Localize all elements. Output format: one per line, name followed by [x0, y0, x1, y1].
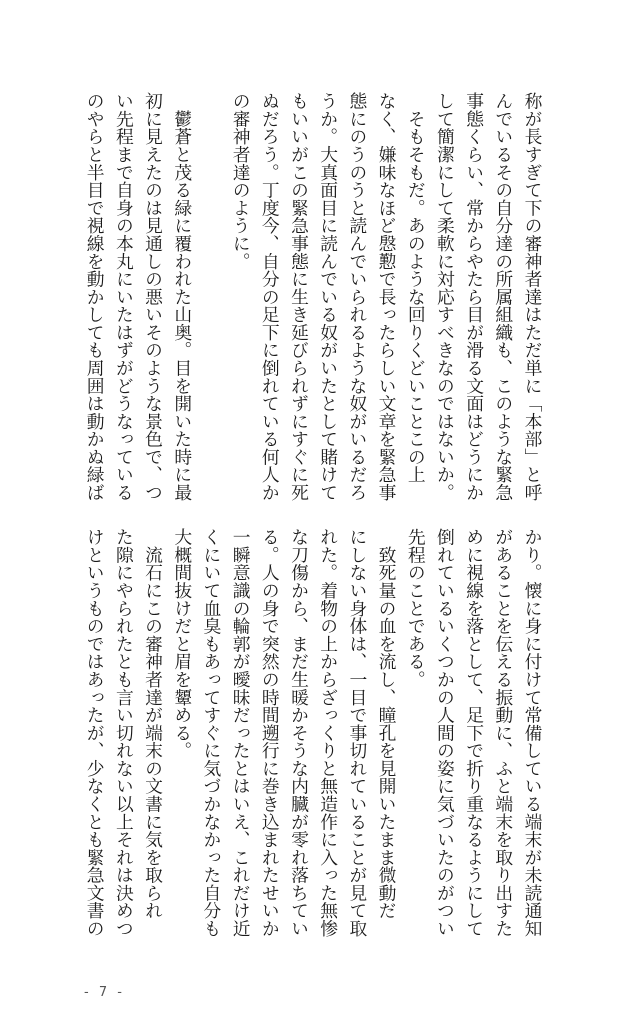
- text-line: にしない身体は、一目で事切れていることが見て取: [346, 528, 368, 938]
- text-line: けというものではあったが、少なくとも緊急文書の: [84, 528, 106, 938]
- text-line: かり。懐に身に付けて常備している端末が未読通知: [522, 528, 543, 938]
- text-line: た隙にやられたとも言い切れない以上それは決めつ: [113, 528, 135, 938]
- text-line: めに視線を落として、足下で折り重なるようにして: [463, 528, 485, 938]
- text-block-lower: [80, 528, 547, 938]
- text-line: い先程まで自身の本丸にいたはずがどうなっている: [113, 92, 135, 502]
- text-line: くにいて血臭もあってすぐに気づかなかった自分も: [200, 528, 222, 938]
- text-line: 称が長すぎて下の審神者達はただ単に「本部」と呼: [522, 92, 543, 502]
- text-line: なく、嫌味なほど慇懃で長ったらしい文章を緊急事: [376, 92, 398, 502]
- text-line: な刀傷から、まだ生暖かそうな内臓が零れ落ちてい: [288, 528, 310, 938]
- text-line: ぬだろう。丁度今、自分の足下に倒れている何人か: [259, 92, 281, 502]
- text-line: [197, 92, 226, 492]
- text-line: 鬱蒼と茂る緑に覆われた山奥。目を開いた時に最: [171, 92, 193, 502]
- text-line: る。人の身で突然の時間遡行に巻き込まれたせいか: [259, 528, 281, 938]
- text-line: 事態くらい、常からやたら目が滑る文面はどうにか: [463, 92, 485, 502]
- text-line: して簡潔にして柔軟に対応すべきなのではないか。: [434, 92, 456, 502]
- text-line: 態にのうのうと読んでいられるような奴がいるだろ: [346, 92, 368, 502]
- text-line: 一瞬意識の輪郭が曖昧だったとはいえ、これだけ近: [230, 528, 252, 938]
- text-line: 初に見えたのは見通しの悪いそのような景色で、つ: [142, 92, 164, 502]
- text-line: の審神者達のように。: [230, 92, 252, 270]
- text-line: 先程のことである。: [405, 528, 427, 689]
- text-line: れた。着物の上からざっくりと無造作に入った無惨: [317, 528, 339, 938]
- text-line: があることを伝える振動に、ふと端末を取り出すた: [492, 528, 514, 938]
- text-line: 大概間抜けだと眉を顰める。: [171, 528, 193, 760]
- page-number: - 7 -: [84, 985, 125, 1000]
- text-line: 倒れているいくつかの人間の姿に気づいたのがつい: [434, 528, 456, 938]
- text-line: 致死量の血を流し、瞳孔を見開いたまま微動だ: [376, 528, 398, 920]
- text-block-upper: [80, 92, 547, 502]
- text-line: んでいるその自分達の所属組織も、このような緊急: [492, 92, 514, 502]
- text-line: 流石にこの審神者達が端末の文書に気を取られ: [142, 528, 164, 920]
- text-line: のやらと半目で視線を動かしても周囲は動かぬ緑ば: [84, 92, 106, 502]
- text-line: そもそもだ。あのような回りくどいことこの上: [405, 92, 427, 484]
- text-line: うか。大真面目に読んでいる奴がいたとして賭けて: [317, 92, 339, 502]
- text-line: もいいがこの緊急事態に生き延びられずにすぐに死: [288, 92, 310, 502]
